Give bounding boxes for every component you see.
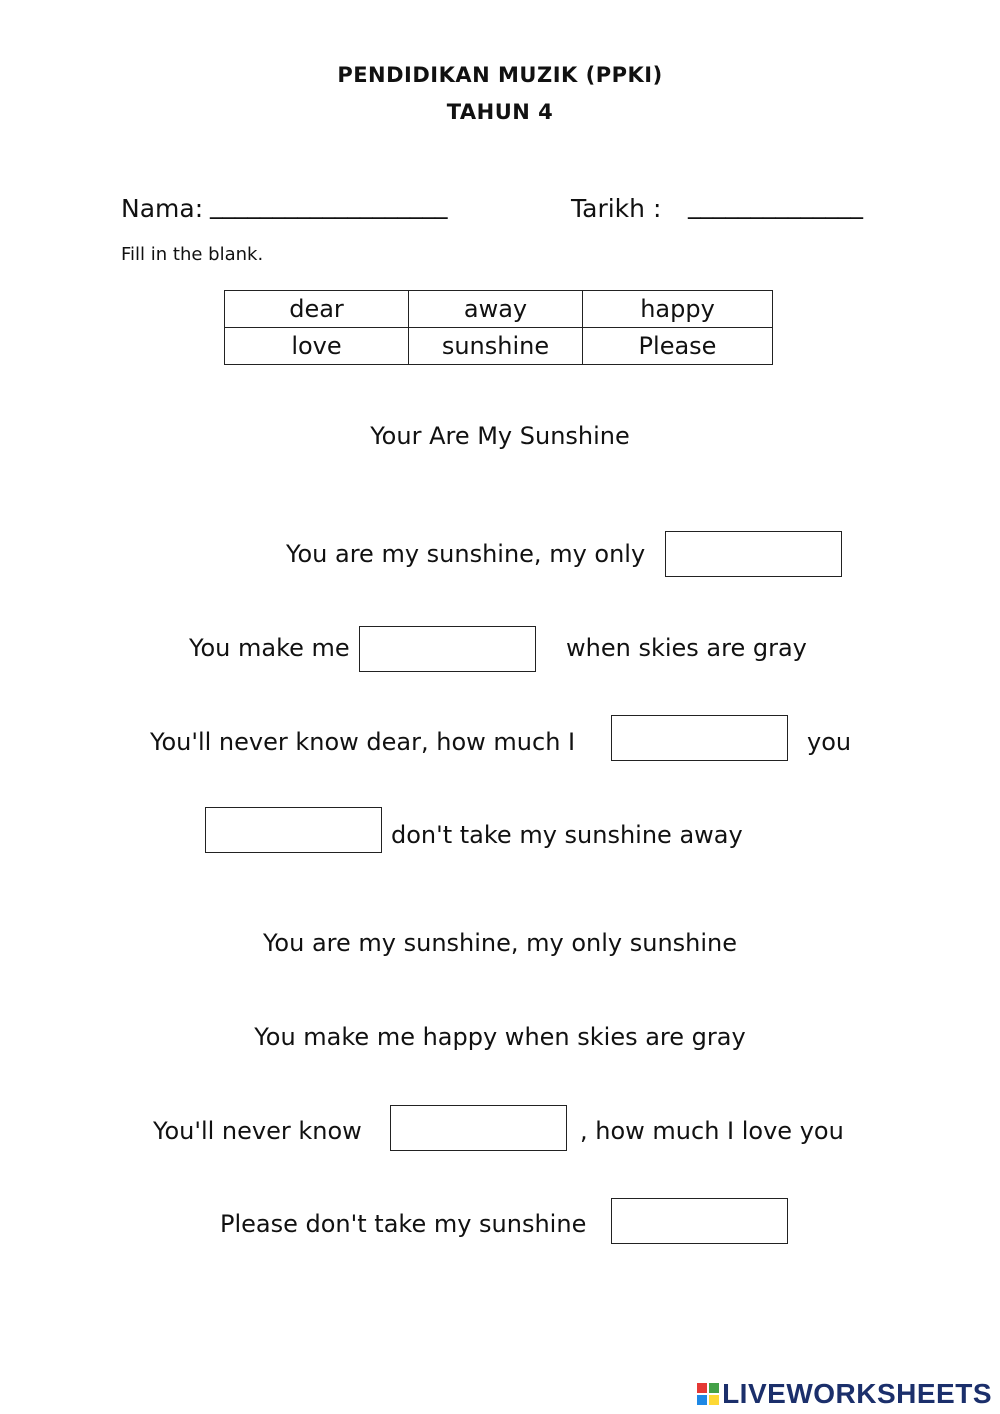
word-bank-cell: love: [225, 328, 409, 365]
answer-box-2[interactable]: [359, 626, 536, 672]
liveworksheets-logo: [697, 1378, 992, 1410]
lyric-line-1: You are my sunshine, my only: [286, 540, 646, 568]
page-subtitle: TAHUN 4: [446, 100, 554, 124]
word-bank-cell: sunshine: [409, 328, 583, 365]
lyric-line-7-end: , how much I love you: [580, 1117, 844, 1145]
answer-box-6[interactable]: [611, 1198, 788, 1244]
answer-box-3[interactable]: [611, 715, 788, 761]
lyric-line-4: don't take my sunshine away: [391, 821, 743, 849]
word-bank-row: [225, 328, 773, 365]
page-title: PENDIDIKAN MUZIK (PPKI): [337, 63, 663, 87]
word-bank-cell: away: [409, 291, 583, 328]
lyric-line-3-end: you: [807, 728, 852, 756]
lyric-line-5: You are my sunshine, my only sunshine: [262, 929, 738, 957]
answer-box-1[interactable]: [665, 531, 842, 577]
date-label: Tarikh :: [571, 194, 662, 223]
word-bank-row: [225, 291, 773, 328]
lyric-line-2-start: You make me: [189, 634, 350, 662]
lyric-line-6: You make me happy when skies are gray: [254, 1023, 746, 1051]
logo-text: LIVEWORKSHEETS: [722, 1378, 992, 1409]
answer-box-4[interactable]: [205, 807, 382, 853]
name-field[interactable]: ___________________: [210, 190, 448, 219]
lyric-line-3-start: You'll never know dear, how much I: [150, 728, 576, 756]
song-title: Your Are My Sunshine: [370, 422, 630, 450]
date-field[interactable]: ______________: [688, 190, 863, 219]
lyric-line-2-end: when skies are gray: [566, 634, 807, 662]
word-bank-cell: happy: [583, 291, 773, 328]
word-bank-table: [224, 290, 773, 365]
logo-mark-icon: [697, 1383, 719, 1405]
lyric-line-8: Please don't take my sunshine: [220, 1210, 587, 1238]
name-label: Nama:: [121, 194, 204, 223]
answer-box-5[interactable]: [390, 1105, 567, 1151]
instruction-text: Fill in the blank.: [121, 244, 264, 265]
lyric-line-7-start: You'll never know: [153, 1117, 362, 1145]
word-bank-cell: dear: [225, 291, 409, 328]
word-bank-cell: Please: [583, 328, 773, 365]
